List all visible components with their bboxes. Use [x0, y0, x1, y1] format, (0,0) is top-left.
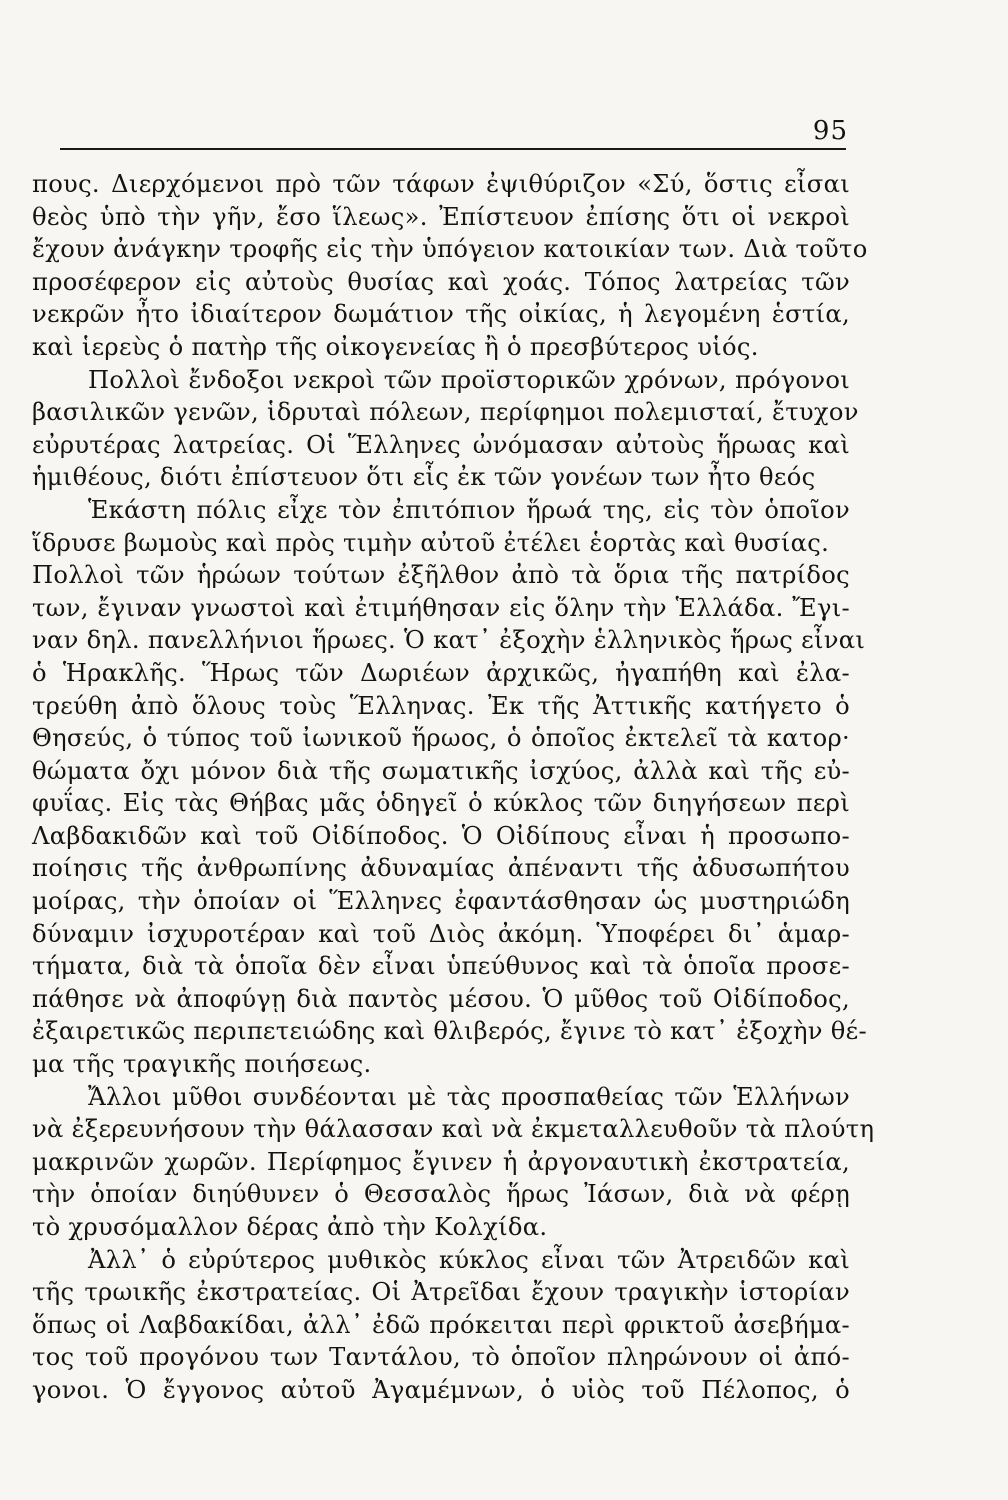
text-line: Ἑκάστη πόλις εἶχε τὸν ἐπιτόπιον ἥρωά της, εἰς τὸν ὁποῖον	[88, 495, 850, 524]
text-line: πάθησε νὰ ἀποφύγῃ διὰ παντὸς μέσου. Ὁ μῦθος τοῦ Οἰδίποδος,	[32, 984, 850, 1013]
text-line: νὰ ἐξερευνήσουν τὴν θάλασσαν καὶ νὰ ἐκμεταλλευθοῦν τὰ πλούτη	[32, 1115, 875, 1144]
text-line: ναν δηλ. πανελλήνιοι ἥρωες. Ὁ κατ᾽ ἐξοχὴν ἑλληνικὸς ἥρως εἶναι	[32, 626, 866, 655]
text-line: νεκρῶν ἦτο ἰδιαίτερον δωμάτιον τῆς οἰκίας, ἡ λεγομένη ἑστία,	[32, 300, 850, 329]
text-line: ἔχουν ἀνάγκην τροφῆς εἰς τὴν ὑπόγειον κατοικίαν των. Διὰ τοῦτο	[32, 235, 868, 264]
text-line: τῆς τρωικῆς ἐκστρατείας. Οἱ Ἀτρεῖδαι ἔχουν τραγικὴν ἱστορίαν	[32, 1278, 850, 1307]
text-line: τήματα, διὰ τὰ ὁποῖα δὲν εἶναι ὑπεύθυνος καὶ τὰ ὁποῖα προσε-	[32, 952, 850, 981]
header-rule	[60, 148, 846, 150]
text-line: θεὸς ὑπὸ τὴν γῆν, ἔσο ἵλεως». Ἐπίστευον ἐπίσης ὅτι οἱ νεκροὶ	[32, 202, 850, 231]
text-line: ὁ Ἡρακλῆς. Ἥρως τῶν Δωριέων ἀρχικῶς, ἠγαπήθη καὶ ἐλα-	[32, 658, 850, 687]
text-line: μοίρας, τὴν ὁποίαν οἱ Ἕλληνες ἐφαντάσθησαν ὡς μυστηριώδη	[32, 887, 850, 916]
text-line: τος τοῦ προγόνου των Ταντάλου, τὸ ὁποῖον πληρώνουν οἱ ἀπό-	[32, 1343, 850, 1372]
text-line: ὅπως οἱ Λαβδακίδαι, ἀλλ᾽ ἐδῶ πρόκειται περὶ φρικτοῦ ἀσεβήμα-	[32, 1310, 850, 1339]
text-line: των, ἔγιναν γνωστοὶ καὶ ἐτιμήθησαν εἰς ὅλην τὴν Ἑλλάδα. Ἔγι-	[32, 593, 850, 622]
text-line: Θησεύς, ὁ τύπος τοῦ ἰωνικοῦ ἥρωος, ὁ ὁποῖος ἐκτελεῖ τὰ κατορ·	[32, 724, 850, 753]
text-line: Πολλοὶ ἔνδοξοι νεκροὶ τῶν προϊστορικῶν χρόνων, πρόγονοι	[88, 365, 850, 394]
text-line: τρεύθη ἀπὸ ὅλους τοὺς Ἕλληνας. Ἐκ τῆς Ἀττικῆς κατήγετο ὁ	[32, 691, 850, 720]
text-line: προσέφερον εἰς αὐτοὺς θυσίας καὶ χοάς. Τόπος λατρείας τῶν	[32, 267, 850, 296]
text-line: μακρινῶν χωρῶν. Περίφημος ἔγινεν ἡ ἀργοναυτικὴ ἐκστρατεία,	[32, 1147, 850, 1176]
text-line: πους. Διερχόμενοι πρὸ τῶν τάφων ἐψιθύριζον «Σύ, ὅστις εἶσαι	[32, 170, 850, 198]
text-line: ἵδρυσε βωμοὺς καὶ πρὸς τιμὴν αὐτοῦ ἐτέλει ἑορτὰς καὶ θυσίας.	[32, 528, 830, 557]
text-line: φυΐας. Εἰς τὰς Θήβας μᾶς ὁδηγεῖ ὁ κύκλος τῶν διηγήσεων περὶ	[32, 789, 850, 818]
text-line: τὴν ὁποίαν διηύθυνεν ὁ Θεσσαλὸς ἥρως Ἰάσων, διὰ νὰ φέρῃ	[32, 1180, 850, 1209]
text-line: θώματα ὄχι μόνον διὰ τῆς σωματικῆς ἰσχύος, ἀλλὰ καὶ τῆς εὐ-	[32, 756, 850, 785]
text-line: ποίησις τῆς ἀνθρωπίνης ἀδυναμίας ἀπέναντι τῆς ἀδυσωπήτου	[32, 854, 850, 883]
text-line: ἐξαιρετικῶς περιπετειώδης καὶ θλιβερός, ἔγινε τὸ κατ᾽ ἐξοχὴν θέ-	[32, 1017, 867, 1046]
text-line: εὐρυτέρας λατρείας. Οἱ Ἕλληνες ὠνόμασαν αὐτοὺς ἥρωας καὶ	[32, 430, 850, 459]
text-line: τὸ χρυσόμαλλον δέρας ἀπὸ τὴν Κολχίδα.	[32, 1213, 548, 1241]
text-line: βασιλικῶν γενῶν, ἱδρυταὶ πόλεων, περίφημοι πολεμισταί, ἔτυχον	[32, 398, 859, 427]
text-line: καὶ ἱερεὺς ὁ πατὴρ τῆς οἰκογενείας ἢ ὁ πρεσβύτερος υἱός.	[32, 332, 759, 361]
text-line: Ἄλλοι μῦθοι συνδέονται μὲ τὰς προσπαθείας τῶν Ἑλλήνων	[88, 1082, 850, 1111]
text-line: γονοι. Ὁ ἔγγονος αὐτοῦ Ἀγαμέμνων, ὁ υἱὸς τοῦ Πέλοπος, ὁ	[32, 1375, 850, 1404]
text-line: δύναμιν ἰσχυροτέραν καὶ τοῦ Διὸς ἀκόμη. Ὑποφέρει δι᾽ ἁμαρ-	[32, 919, 850, 948]
text-line: Λαβδακιδῶν καὶ τοῦ Οἰδίποδος. Ὁ Οἰδίπους εἶναι ἡ προσωπο-	[32, 821, 850, 850]
body-text	[32, 168, 875, 1407]
text-line: μα τῆς τραγικῆς ποιήσεως.	[32, 1050, 372, 1079]
text-line: Ἀλλ᾽ ὁ εὐρύτερος μυθικὸς κύκλος εἶναι τῶν Ἀτρειδῶν καὶ	[88, 1245, 850, 1274]
text-line: ἡμιθέους, διότι ἐπίστευον ὅτι εἷς ἐκ τῶν γονέων των ἦτο θεός	[32, 463, 816, 492]
text-line: Πολλοὶ τῶν ἡρώων τούτων ἐξῆλθον ἀπὸ τὰ ὅρια τῆς πατρίδος	[32, 561, 850, 590]
page-number: 95	[812, 116, 848, 146]
